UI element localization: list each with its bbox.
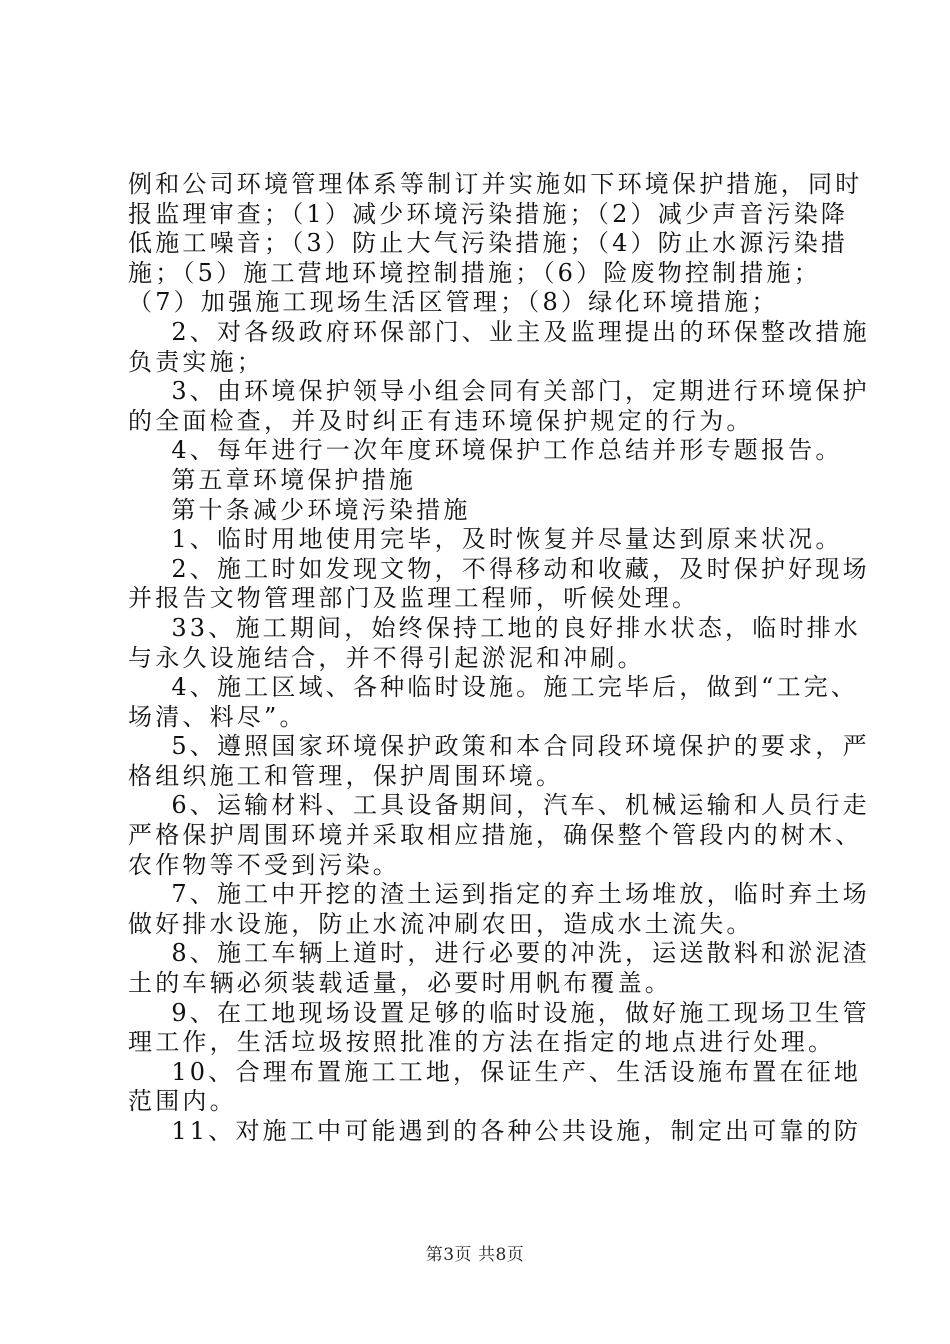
text-line: （7）加强施工现场生活区管理；（8）绿化环境措施； [128,288,779,317]
text-line: 农作物等不受到污染。 [128,850,400,879]
text-line: 2、施工时如发现文物，不得移动和收藏，及时保护好现场 [128,554,870,583]
text-line: 2、对各级政府环保部门、业主及监理提出的环保整改措施 [128,317,870,346]
text-line: 5、遵照国家环境保护政策和本合同段环境保护的要求，严 [128,732,870,761]
text-line: 8、施工车辆上道时，进行必要的冲洗，运送散料和淤泥渣 [128,939,870,968]
text-line: 6、运输材料、工具设备期间，汽车、机械运输和人员行走 [128,791,870,820]
text-line: 1、临时用地使用完毕，及时恢复并尽量达到原来状况。 [128,525,843,554]
text-line: 严格保护周围环境并采取相应措施，确保整个管段内的树木、 [128,821,863,850]
text-line: 例和公司环境管理体系等制订并实施如下环境保护措施，同时 [128,170,863,198]
document-body [128,170,870,1147]
text-line: 与永久设施结合，并不得引起淤泥和冲刷。 [128,643,645,672]
text-line: 10、合理布置施工工地，保证生产、生活设施布置在征地 [128,1057,862,1086]
text-line: 3、由环境保护领导小组会同有关部门，定期进行环境保护 [128,377,870,406]
text-line: 报监理审查；（1）减少环境污染措施；（2）减少声音污染降 [128,199,849,228]
text-line: 低施工噪音；（3）防止大气污染措施；（4）防止水源污染措 [128,229,849,258]
text-line: 场清、料尽”。 [128,702,307,731]
text-line: 施；（5）施工营地环境控制措施；（6）险废物控制措施； [128,258,821,287]
text-line: 并报告文物管理部门及监理工程师，听候处理。 [128,584,700,613]
text-line: 的全面检查，并及时纠正有违环境保护规定的行为。 [128,406,754,435]
text-line: 格组织施工和管理，保护周围环境。 [128,761,564,790]
text-line: 9、在工地现场设置足够的临时设施，做好施工现场卫生管 [128,998,870,1027]
text-line: 33、施工期间，始终保持工地的良好排水状态，临时排水 [128,613,862,642]
text-line: 4、每年进行一次年度环境保护工作总结并形专题报告。 [128,436,843,465]
text-line: 4、施工区域、各种临时设施。施工完毕后，做到“工完、 [128,673,859,702]
page-footer: 第3页 共8页 [425,1245,525,1265]
text-line: 负责实施； [128,347,264,376]
text-line: 理工作，生活垃圾按照批准的方法在指定的地点进行处理。 [128,1028,836,1057]
text-line: 做好排水设施，防止水流冲刷农田，造成水土流失。 [128,909,754,938]
text-line: 11、对施工中可能遇到的各种公共设施，制定出可靠的防 [128,1117,862,1145]
text-line: 第五章环境保护措施 [128,465,417,494]
text-line: 范围内。 [128,1087,237,1116]
text-line: 7、施工中开挖的渣土运到指定的弃土场堆放，临时弃土场 [128,880,870,909]
text-line: 第十条减少环境污染措施 [128,495,471,524]
text-line: 土的车辆必须装载适量，必要时用帆布覆盖。 [128,969,672,998]
